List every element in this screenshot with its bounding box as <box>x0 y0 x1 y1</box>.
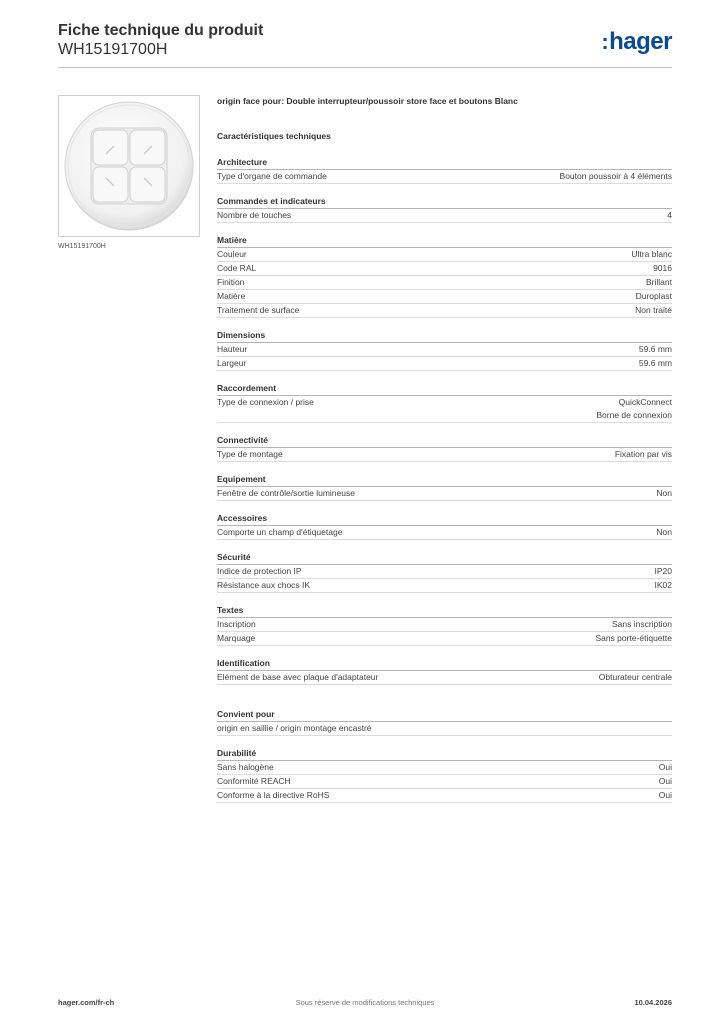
spec-sections <box>217 157 672 803</box>
spec-value <box>653 262 672 275</box>
spec-section <box>217 435 672 462</box>
button-bottom-left <box>93 167 128 202</box>
spec-section <box>217 196 672 223</box>
spec-label: Type d'organe de commande <box>217 171 327 181</box>
spec-row <box>217 276 672 290</box>
spec-row <box>217 761 672 775</box>
product-description: origin face pour: Double interrupteur/poussoir store face et boutons Blanc <box>217 96 518 106</box>
spec-value <box>667 209 672 222</box>
spec-row <box>217 632 672 646</box>
spec-section <box>217 748 672 803</box>
spec-label: Fenêtre de contrôle/sortie lumineuse <box>217 488 355 498</box>
spec-label: Conformité REACH <box>217 776 291 786</box>
spec-value-line: Non <box>656 527 672 537</box>
spec-label: Indice de protection IP <box>217 566 302 576</box>
spec-value-line: 59.6 mm <box>638 358 672 368</box>
document-title: Fiche technique du produit <box>58 22 264 39</box>
spec-label: Largeur <box>217 358 247 368</box>
header-divider <box>58 67 672 68</box>
spec-row <box>217 262 672 276</box>
footer-date: 10.04.2026 <box>634 998 672 1007</box>
spec-value <box>639 343 672 356</box>
spec-value <box>596 396 672 422</box>
spec-value <box>636 290 672 303</box>
section-title: Durabilité <box>217 748 672 761</box>
spec-label: Type de connexion / prise <box>217 397 314 407</box>
section-title: Architecture <box>217 157 672 170</box>
spec-section <box>217 157 672 184</box>
spec-section <box>217 330 672 371</box>
spec-value-line: Oui <box>658 790 672 800</box>
tech-characteristics-heading: Caractéristiques techniques <box>217 131 331 141</box>
spec-section <box>217 513 672 540</box>
spec-value <box>599 671 672 684</box>
spec-label: Traitement de surface <box>217 305 300 315</box>
spec-value-line: Duroplast <box>635 291 672 301</box>
spec-value-line: IK02 <box>654 580 672 590</box>
spec-value <box>656 487 672 500</box>
spec-label: Résistance aux chocs IK <box>217 580 311 590</box>
footer-website[interactable]: hager.com/fr-ch <box>58 998 115 1007</box>
spec-value-line: Bouton poussoir à 4 éléments <box>559 171 672 181</box>
section-title: Raccordement <box>217 383 672 396</box>
spec-value-line: IP20 <box>654 566 672 576</box>
spec-value <box>612 618 672 631</box>
spec-value-line: 59.6 mm <box>638 344 672 354</box>
section-title: Accessoires <box>217 513 672 526</box>
spec-row <box>217 170 672 184</box>
spec-value <box>646 276 672 289</box>
spec-label: Sans halogène <box>217 762 274 772</box>
spec-row <box>217 671 672 685</box>
spec-label: Nombre de touches <box>217 210 292 220</box>
spec-value-line: Fixation par vis <box>614 449 672 459</box>
button-bottom-right <box>130 167 165 202</box>
spec-value <box>655 579 673 592</box>
spec-label: Elément de base avec plaque d'adaptateur <box>217 672 379 682</box>
spec-row <box>217 565 672 579</box>
logo-text: hager <box>609 28 672 55</box>
spec-label: Couleur <box>217 249 247 259</box>
section-title: Convient pour <box>217 709 672 722</box>
spec-value-line: 4 <box>667 210 672 220</box>
product-reference: WH15191700H <box>58 41 168 58</box>
product-details <box>217 96 672 803</box>
section-title: Commandes et indicateurs <box>217 196 672 209</box>
footer-note: Sous réserve de modifications techniques <box>295 998 435 1007</box>
spec-value <box>595 632 672 645</box>
spec-label: origin en saillie / origin montage encastré <box>217 723 372 733</box>
section-title: Connectivité <box>217 435 672 448</box>
spec-label: Marquage <box>217 633 256 643</box>
spec-label: Matière <box>217 291 246 301</box>
spec-value-line: Brillant <box>646 277 672 287</box>
spec-value <box>560 170 672 183</box>
spec-row <box>217 396 672 423</box>
product-image <box>58 95 200 237</box>
spec-label: Hauteur <box>217 344 248 354</box>
spec-row <box>217 343 672 357</box>
spec-section <box>217 474 672 501</box>
spec-value <box>639 357 672 370</box>
spec-value-line: Oui <box>658 762 672 772</box>
spec-value-line: Obturateur centrale <box>598 672 672 682</box>
spec-row <box>217 579 672 593</box>
spec-value <box>631 248 672 261</box>
spec-row <box>217 304 672 318</box>
spec-label: Conforme à la directive RoHS <box>217 790 330 800</box>
spec-row <box>217 789 672 803</box>
spec-value <box>656 526 672 539</box>
spec-row <box>217 487 672 501</box>
spec-value <box>659 775 672 788</box>
spec-section <box>217 383 672 423</box>
spec-label: Inscription <box>217 619 256 629</box>
spec-label: Type de montage <box>217 449 283 459</box>
section-title: Equipement <box>217 474 672 487</box>
spec-value-line: Oui <box>658 776 672 786</box>
spec-value-line: Sans porte-étiquette <box>595 633 672 643</box>
spec-value-line: Ultra blanc <box>631 249 672 259</box>
spec-row <box>217 618 672 632</box>
spec-row <box>217 290 672 304</box>
spec-value-line: Sans inscription <box>611 619 672 629</box>
spec-label: Code RAL <box>217 263 257 273</box>
spec-value-line: QuickConnect <box>618 397 672 407</box>
spec-row <box>217 722 672 736</box>
spec-value <box>615 448 672 461</box>
image-caption: WH15191700H <box>58 243 106 250</box>
spec-section <box>217 552 672 593</box>
spec-value-line: Borne de connexion <box>596 410 672 420</box>
switch-illustration <box>59 96 199 236</box>
button-top-left <box>93 130 128 165</box>
spec-label: Finition <box>217 277 245 287</box>
hager-logo <box>601 28 672 56</box>
spec-value-line: 9016 <box>653 263 672 273</box>
section-title: Identification <box>217 658 672 671</box>
spec-row <box>217 526 672 540</box>
spec-value-line: Non traité <box>635 305 672 315</box>
spec-label: Comporte un champ d'étiquetage <box>217 527 343 537</box>
spec-section <box>217 658 672 685</box>
section-title: Dimensions <box>217 330 672 343</box>
spec-value <box>659 789 672 802</box>
spec-row <box>217 209 672 223</box>
section-title: Sécurité <box>217 552 672 565</box>
spec-row <box>217 248 672 262</box>
section-title: Textes <box>217 605 672 618</box>
spec-value <box>659 761 672 774</box>
spec-value <box>655 565 673 578</box>
spec-value-line: Non <box>656 488 672 498</box>
spec-section <box>217 235 672 318</box>
spec-row <box>217 775 672 789</box>
spec-row <box>217 448 672 462</box>
section-title: Matière <box>217 235 672 248</box>
logo-mark: : <box>601 29 609 54</box>
page-header <box>58 22 672 59</box>
spec-section <box>217 605 672 646</box>
spec-value <box>635 304 672 317</box>
spec-section <box>217 709 672 736</box>
spec-row <box>217 357 672 371</box>
button-top-right <box>130 130 165 165</box>
